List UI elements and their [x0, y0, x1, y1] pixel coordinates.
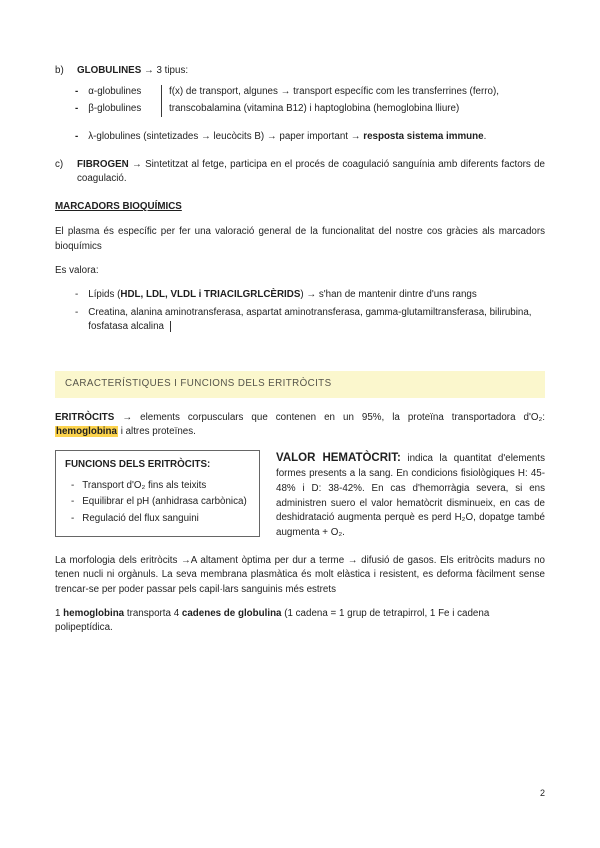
lambda-globulines-item	[75, 130, 545, 145]
dash: -	[71, 496, 75, 508]
es-valora-label: Es valora:	[55, 265, 99, 277]
hematocrit-text: indica la quantitat d'elements formes presents a la sang. En condicions fisiològiques H: 45-48% i D: 38-42%. En cas d'hemorràgia severa, si ens administren suero el valor hematòcrit disminueix, en cas de deshidratació augmenta perquè es perd H₂O, dopatge també augmenta + O₂.	[276, 453, 545, 538]
creatina-text: Creatina, alanina aminotransferasa, aspartat aminotransferasa, gamma-glutamiltransferasa, bilirubina, fosfatasa alcalina	[88, 306, 532, 333]
fibrogen-title: FIBROGEN	[77, 158, 129, 170]
page-number: 2	[539, 787, 545, 798]
beta-globulines-row	[75, 102, 161, 117]
globulines-names-column	[75, 85, 161, 117]
funcions-item-flux	[71, 512, 250, 527]
hemoglobina-highlight: hemoglobina	[56, 426, 117, 438]
dash: -	[75, 288, 79, 300]
morfologia-paragraph: La morfologia dels eritròcits →A altament òptima per dur a terme → difusió de gasos. Els eritròcits madurs no tenen nucli ni orgànuls. La seva membrana plasmàtica és molt elàstica i resistent, es deforma fàcilment sense trencar-se per poder passar pels capil·lars sanguinis més estrets	[55, 554, 545, 596]
funcions-item-flux-text: Regulació del flux sanguini	[82, 513, 199, 525]
beta-globulines-name: β-globulines	[88, 103, 142, 115]
plasma-paragraph: El plasma és específic per fer una valoració general de la funcionalitat del nostre cos gràcies als marcadors bioquímics	[55, 225, 545, 252]
dash: -	[71, 479, 75, 491]
dash: -	[75, 131, 79, 143]
dash: -	[75, 85, 79, 97]
item-label-c: c)	[55, 158, 64, 170]
alpha-globulines-name: α-globulines	[88, 85, 142, 97]
dash: -	[71, 513, 75, 525]
hemoglobina-line-n1: 1	[55, 607, 64, 619]
lipids-pre: Lípids (	[88, 288, 121, 300]
beta-globulines-description: transcobalamina (vitamina B12) i haptoglobina (hemoglobina lliure)	[169, 103, 460, 115]
eritrocits-intro-mid: → elements corpusculars que contenen en un 95%, la proteïna transportadora d'O₂:	[114, 411, 545, 423]
globulines-table	[75, 85, 545, 117]
lambda-text-pre: λ-globulines (sintetizades → leucòcits B) → paper important →	[88, 131, 364, 143]
eritrocits-banner: CARACTERÍSTIQUES I FUNCIONS DELS ERITRÒCITS	[55, 371, 545, 398]
hemoglobina-line-bold1: hemoglobina	[63, 607, 125, 619]
globulines-heading-rest: → 3 tipus:	[141, 65, 189, 76]
funcions-eritrocits-box	[55, 450, 260, 537]
hemoglobina-line-bold2: cadenes de globulina	[181, 607, 282, 619]
hemoglobina-line	[55, 607, 545, 636]
lambda-globulines-text	[88, 130, 545, 145]
globulines-heading-text	[77, 64, 545, 79]
eritrocits-intro-post: i altres proteïnes.	[117, 426, 196, 438]
fibrogen-section	[55, 158, 545, 187]
lambda-text-bold: resposta sistema immune	[363, 131, 484, 143]
lipids-post: ) → s'han de mantenir dintre d'uns rangs	[300, 288, 477, 300]
funcions-box-title: FUNCIONS DELS ERITRÒCITS:	[65, 459, 211, 470]
dash: -	[75, 103, 79, 115]
funcions-item-ph-text: Equilibrar el pH (anhidrasa carbònica)	[82, 496, 247, 508]
hemoglobina-line-post: (1 cadena = 1 grup de tetrapirrol, 1 Fe i cadena polipeptídica.	[55, 607, 490, 634]
alpha-globulines-row	[75, 85, 161, 100]
creatina-text-wrap	[88, 306, 545, 335]
dash: -	[75, 306, 79, 318]
fibrogen-rest: → Sintetitzat al fetge, participa en el procés de coagulació sanguínia amb diferents factors de coagulació.	[77, 158, 545, 185]
marcadors-heading: MARCADORS BIOQUÍMICS	[55, 201, 182, 213]
hematocrit-paragraph	[276, 450, 545, 541]
globulines-section-heading	[55, 64, 545, 79]
eritrocits-intro-paragraph	[55, 411, 545, 440]
lipids-bold: HDL, LDL, VLDL i TRIACILGRLCÈRIDS	[120, 288, 301, 300]
creatina-list-item	[75, 306, 545, 335]
eritrocits-title: ERITRÒCITS	[55, 411, 115, 423]
item-label-b: b)	[55, 65, 64, 76]
hematocrit-title: VALOR HEMATÒCRIT:	[276, 452, 401, 464]
alpha-globulines-description: f(x) de transport, algunes → transport específic com les transferrines (ferro),	[169, 85, 499, 97]
vertical-bar-mark	[170, 321, 171, 332]
lipids-list-item	[75, 288, 545, 303]
funcions-item-transport-text: Transport d'O₂ fins als teixits	[82, 479, 207, 491]
lambda-text-post: .	[483, 131, 487, 143]
funcions-item-transport	[71, 479, 250, 494]
funcions-item-ph	[71, 495, 250, 510]
fibrogen-text	[77, 158, 545, 187]
globulines-title: GLOBULINES	[77, 65, 142, 76]
globulines-descriptions-column	[161, 85, 545, 117]
eritrocits-two-columns	[55, 450, 545, 541]
hemoglobina-line-mid: transporta 4	[124, 607, 182, 619]
lipids-text	[88, 288, 545, 303]
